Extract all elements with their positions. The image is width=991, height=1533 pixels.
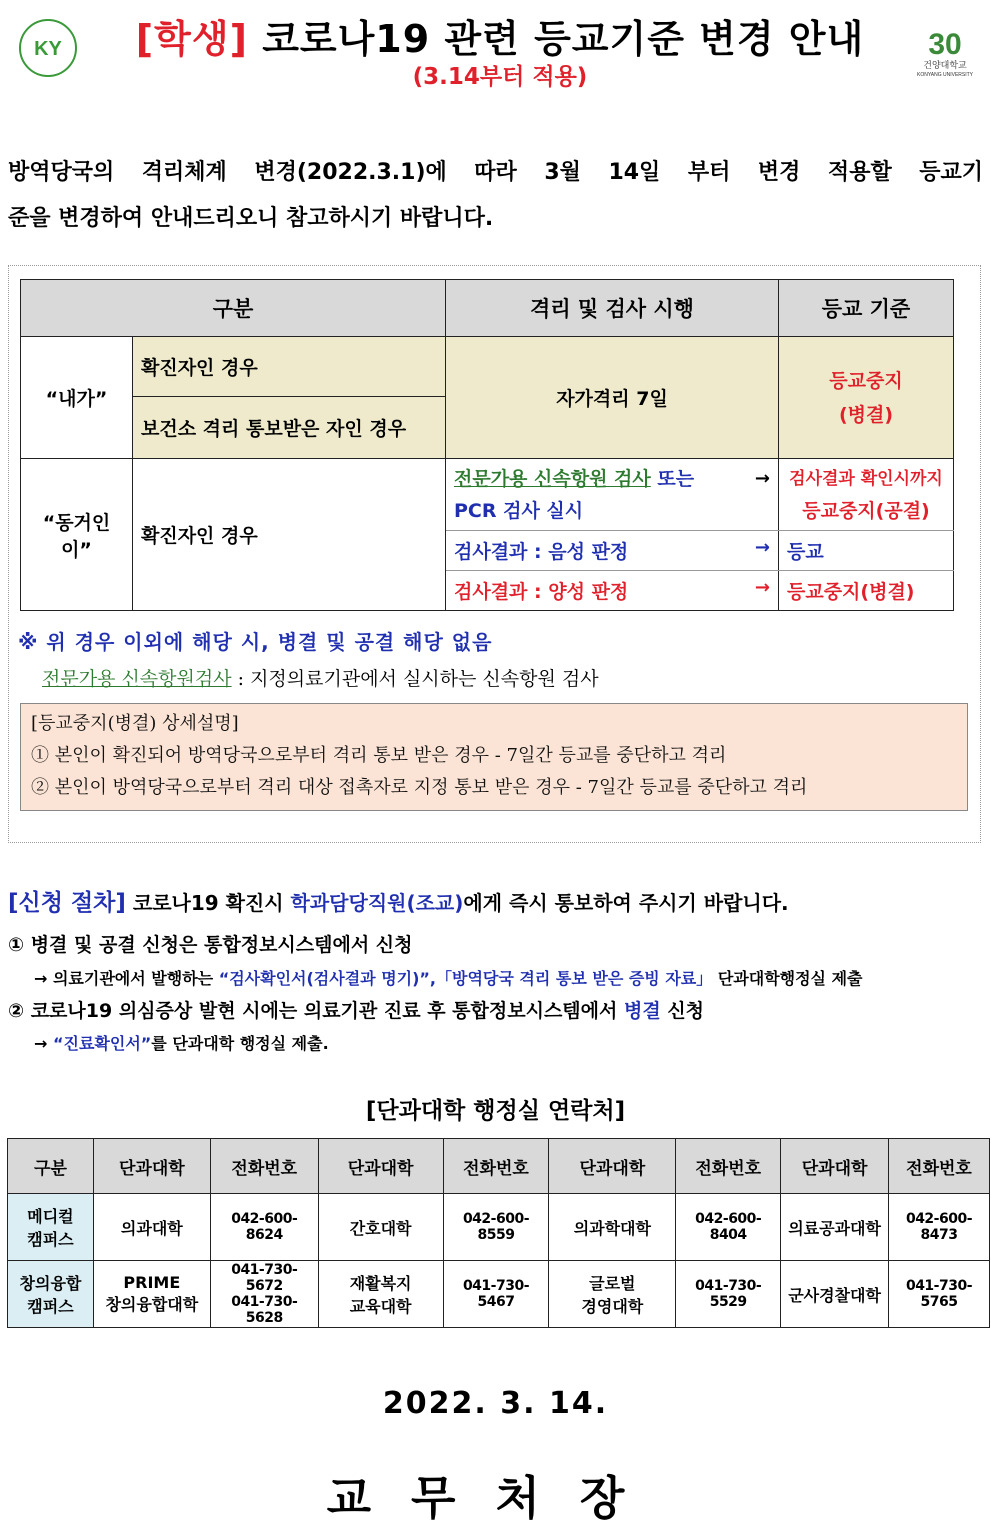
college-cell — [781, 1261, 889, 1328]
college-cell — [318, 1194, 443, 1261]
phone-number: 041-730-5628 — [231, 1294, 298, 1326]
phone-cell — [889, 1194, 990, 1261]
logo-right-caption-en: KONYANG UNIVERSITY — [916, 72, 974, 78]
phone-number: 041-730-5529 — [695, 1278, 762, 1310]
college-name: 경영대학 — [581, 1297, 644, 1316]
step2-sub-b: 를 단과대학 행정실 제출. — [151, 1034, 329, 1053]
negative-test — [446, 531, 779, 571]
procedure-step-2 — [8, 996, 704, 1023]
phone-cell — [443, 1194, 549, 1261]
self-action: 자가격리 7일 — [446, 337, 779, 459]
definition-text: : 지정의료기관에서 실시하는 신속항원 검사 — [231, 668, 599, 690]
campus-line: 메디컬 — [27, 1207, 74, 1226]
contacts-header-cell: 전화번호 — [889, 1139, 990, 1194]
housemate-pending-result — [779, 459, 954, 531]
phone-number: 042-600-8559 — [462, 1211, 530, 1243]
step1-sub-blue: “검사확인서(검사결과 명기)”,「방역당국 격리 통보 받은 증빙 자료」 — [218, 969, 713, 988]
college-cell — [318, 1261, 443, 1328]
contacts-header-cell: 단과대학 — [549, 1139, 676, 1194]
positive-test — [446, 571, 779, 611]
header-isolation: 격리 및 검사 시행 — [446, 280, 779, 337]
phone-number: 041-730-5467 — [462, 1278, 530, 1310]
procedure-step-1-sub — [34, 966, 863, 989]
detail-title: [등교중지(병결) 상세설명] — [31, 713, 239, 734]
pending-line1: 검사결과 확인시까지 — [789, 468, 943, 489]
self-result — [779, 337, 954, 459]
intro-line-1: 방역당국의 격리체계 변경(2022.3.1)에 따라 3월 14일 부터 변경 적용할 등교기 — [8, 160, 983, 185]
college-cell — [549, 1194, 676, 1261]
phone-number: 042-600-8404 — [695, 1211, 762, 1243]
college-name: 창의융합대학 — [105, 1295, 199, 1314]
college-cell — [549, 1261, 676, 1328]
campus-line: 캠퍼스 — [27, 1230, 74, 1249]
step1-sub-a: → 의료기관에서 발행하는 — [34, 969, 219, 988]
campus-line: 창의융합 — [19, 1274, 82, 1293]
pending-line2: 등교중지(공결) — [802, 499, 930, 522]
page-subtitle: (3.14부터 적용) — [412, 64, 588, 90]
title-tag: [학생] — [135, 17, 248, 61]
procedure-text-b: 에게 즉시 통보하여 주시기 바랍니다. — [463, 891, 789, 915]
phone-number: 042-600-8473 — [905, 1211, 973, 1243]
header-category: 구분 — [21, 280, 446, 337]
procedure-step-2-sub — [34, 1031, 329, 1054]
phone-number: 042-600-8624 — [231, 1211, 298, 1243]
contacts-header-cell: 전화번호 — [676, 1139, 781, 1194]
positive-label: 검사결과 : 양성 판정 — [454, 581, 629, 603]
arrow-icon: → — [754, 467, 770, 489]
contacts-header-cell: 전화번호 — [443, 1139, 549, 1194]
housemate-case: 확진자인 경우 — [133, 459, 446, 611]
header-criteria: 등교 기준 — [779, 280, 954, 337]
college-name: 글로벌 — [589, 1274, 636, 1293]
arrow-icon: → — [754, 537, 770, 558]
self-result-line2: (병결) — [838, 403, 894, 426]
university-logo-left — [18, 18, 78, 78]
anniversary-logo-right — [912, 18, 978, 78]
contacts-title: [단과대학 행정실 연락처] — [365, 1098, 626, 1124]
step2-b: 신청 — [660, 1000, 705, 1022]
college-name: 의과대학 — [120, 1218, 183, 1238]
self-case-confirmed: 확진자인 경우 — [133, 337, 446, 397]
negative-label: 검사결과 : 음성 판정 — [454, 541, 629, 563]
detail-item-1: ① 본인이 확진되어 방역당국으로부터 격리 통보 받은 경우 - 7일간 등교를 중단하고 격리 — [31, 745, 727, 766]
title-main: 코로나19 관련 등교기준 변경 안내 — [262, 17, 865, 61]
college-name: 군사경찰대학 — [788, 1285, 881, 1305]
self-result-line1: 등교중지 — [829, 369, 903, 392]
housemate-test — [446, 459, 779, 531]
sick-leave-detail-box — [20, 703, 968, 811]
phone-cell — [676, 1261, 781, 1328]
rapid-antigen-test: 전문가용 신속항원 검사 — [454, 467, 651, 490]
phone-cell — [443, 1261, 549, 1328]
contacts-header-cell: 단과대학 — [93, 1139, 210, 1194]
campus-cell — [8, 1261, 94, 1328]
procedure-title: [신청 절차] — [8, 890, 126, 916]
housemate-label: “동거인이” — [21, 459, 133, 611]
contacts-header-cell: 구분 — [8, 1139, 94, 1194]
signer: 교무처장 — [326, 1471, 665, 1525]
pcr-test: PCR 검사 실시 — [454, 499, 584, 522]
notice-date: 2022. 3. 14. — [382, 1386, 609, 1421]
procedure-staff: 학과담당직원(조교) — [290, 891, 464, 915]
contacts-row — [8, 1194, 990, 1261]
college-name: PRIME — [123, 1273, 181, 1292]
campus-cell — [8, 1194, 94, 1261]
step2-a: ② 코로나19 의심증상 발현 시에는 의료기관 진료 후 통합정보시스템에서 — [8, 1000, 624, 1022]
college-cell — [93, 1261, 210, 1328]
intro-line-2: 준을 변경하여 안내드리오니 참고하시기 바랍니다. — [8, 206, 494, 231]
step1-sub-b: 단과대학행정실 제출 — [712, 969, 863, 988]
campus-line: 캠퍼스 — [27, 1297, 74, 1316]
arrow-icon: → — [754, 577, 770, 598]
contacts-header-cell: 단과대학 — [781, 1139, 889, 1194]
contacts-header-row — [8, 1139, 990, 1194]
logo-right-text: 30 — [928, 28, 962, 61]
college-cell — [93, 1194, 210, 1261]
contacts-table — [7, 1138, 990, 1328]
logo-right-caption: 건양대학교 — [923, 60, 967, 70]
contacts-row — [8, 1261, 990, 1328]
definition-term: 전문가용 신속항원검사 — [42, 668, 232, 690]
step2-sub-a: → — [34, 1034, 53, 1053]
contacts-header-cell: 전화번호 — [210, 1139, 318, 1194]
college-name: 의과학대학 — [573, 1218, 651, 1238]
college-name: 교육대학 — [349, 1297, 412, 1316]
negative-result: 등교 — [779, 531, 954, 571]
phone-number: 041-730-5765 — [905, 1278, 973, 1310]
test-or: 또는 — [657, 467, 695, 490]
phone-cell — [210, 1194, 318, 1261]
page-title — [80, 8, 920, 63]
phone-cell — [676, 1194, 781, 1261]
step2-blue: 병결 — [623, 1000, 661, 1022]
college-name: 의료공과대학 — [788, 1218, 881, 1238]
procedure-text-a: 코로나19 확진시 — [125, 891, 291, 915]
phone-cell — [889, 1261, 990, 1328]
logo-left-text: KY — [34, 38, 62, 60]
phone-number: 041-730-5672 — [231, 1262, 298, 1294]
college-name: 간호대학 — [349, 1218, 412, 1238]
step2-sub-blue: “진료확인서” — [52, 1034, 152, 1053]
detail-item-2: ② 본인이 방역당국으로부터 격리 대상 접촉자로 지정 통보 받은 경우 - 7일간 등교를 중단하고 격리 — [31, 777, 808, 798]
criteria-table — [20, 279, 954, 611]
procedure-step-1: ① 병결 및 공결 신청은 통합정보시스템에서 신청 — [8, 934, 413, 956]
college-cell — [781, 1194, 889, 1261]
procedure-heading — [8, 884, 789, 917]
positive-result: 등교중지(병결) — [779, 571, 954, 611]
phone-cell — [210, 1261, 318, 1328]
exception-note: ※ 위 경우 이외에 해당 시, 병결 및 공결 해당 없음 — [18, 630, 493, 654]
self-case-notified: 보건소 격리 통보받은 자인 경우 — [133, 397, 446, 459]
contacts-header-cell: 단과대학 — [318, 1139, 443, 1194]
definition-note — [42, 664, 599, 691]
self-label: “내가” — [21, 337, 133, 459]
college-name: 재활복지 — [349, 1274, 412, 1293]
